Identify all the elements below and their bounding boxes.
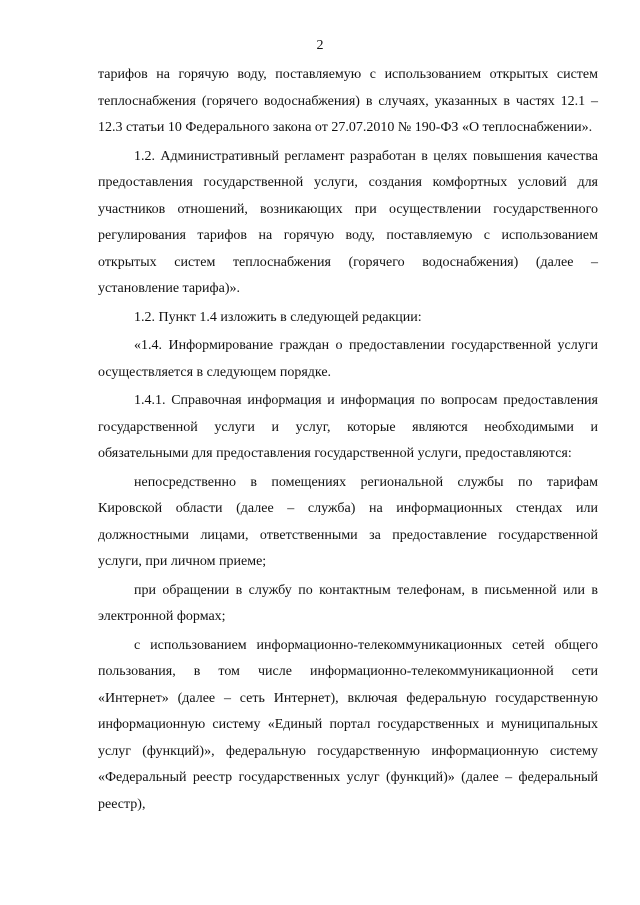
paragraph-by-phone: при обращении в службу по контактным телефонам, в письменной или в электронной формах; xyxy=(98,582,598,624)
paragraph-1-2-point: 1.2. Пункт 1.4 изложить в следующей редакции: xyxy=(134,309,422,325)
document-body xyxy=(98,62,598,818)
paragraph-1-2-regulation: 1.2. Административный регламент разработан в целях повышения качества предоставления государственной услуги, создания комфортных условий для участников отношений, возникающих при осуществлении государственного регулирования тарифов на горячую воду, поставляемую с использованием открытых систем теплоснабжения (горячего водоснабжения) (далее – установление тарифа)». xyxy=(98,148,598,296)
paragraph-1-4: «1.4. Информирование граждан о предоставлении государственной услуги осуществляется в следующем порядке. xyxy=(98,338,598,380)
paragraph-continuation: тарифов на горячую воду, поставляемую с использованием открытых систем теплоснабжения (горячего водоснабжения) в случаях, указанных в частях 12.1 – 12.3 статьи 10 Федерального закона от 27.07.2010 № 190-ФЗ «О теплоснабжении». xyxy=(98,67,598,135)
paragraph-internet: с использованием информационно-телекоммуникационных сетей общего пользования, в том числе информационно-телекоммуникационной сети «Интернет» (далее – сеть Интернет), включая федеральную государственную информационную систему «Единый портал государственных и муниципальных услуг (функций)», федеральную государственную информационную систему «Федеральный реестр государственных услуг (функций)» (далее – федеральный реестр), xyxy=(98,637,598,812)
page-number: 2 xyxy=(316,38,324,53)
paragraph-1-4-1: 1.4.1. Справочная информация и информация по вопросам предоставления государственной услуги и услуг, которые являются необходимыми и обязательными для предоставления государственной услуги, предоставляются: xyxy=(98,393,598,461)
paragraph-in-premises: непосредственно в помещениях региональной службы по тарифам Кировской области (далее – служба) на информационных стендах или должностными лицами, ответственными за предоставление государственной услуги, при личном приеме; xyxy=(98,474,598,569)
